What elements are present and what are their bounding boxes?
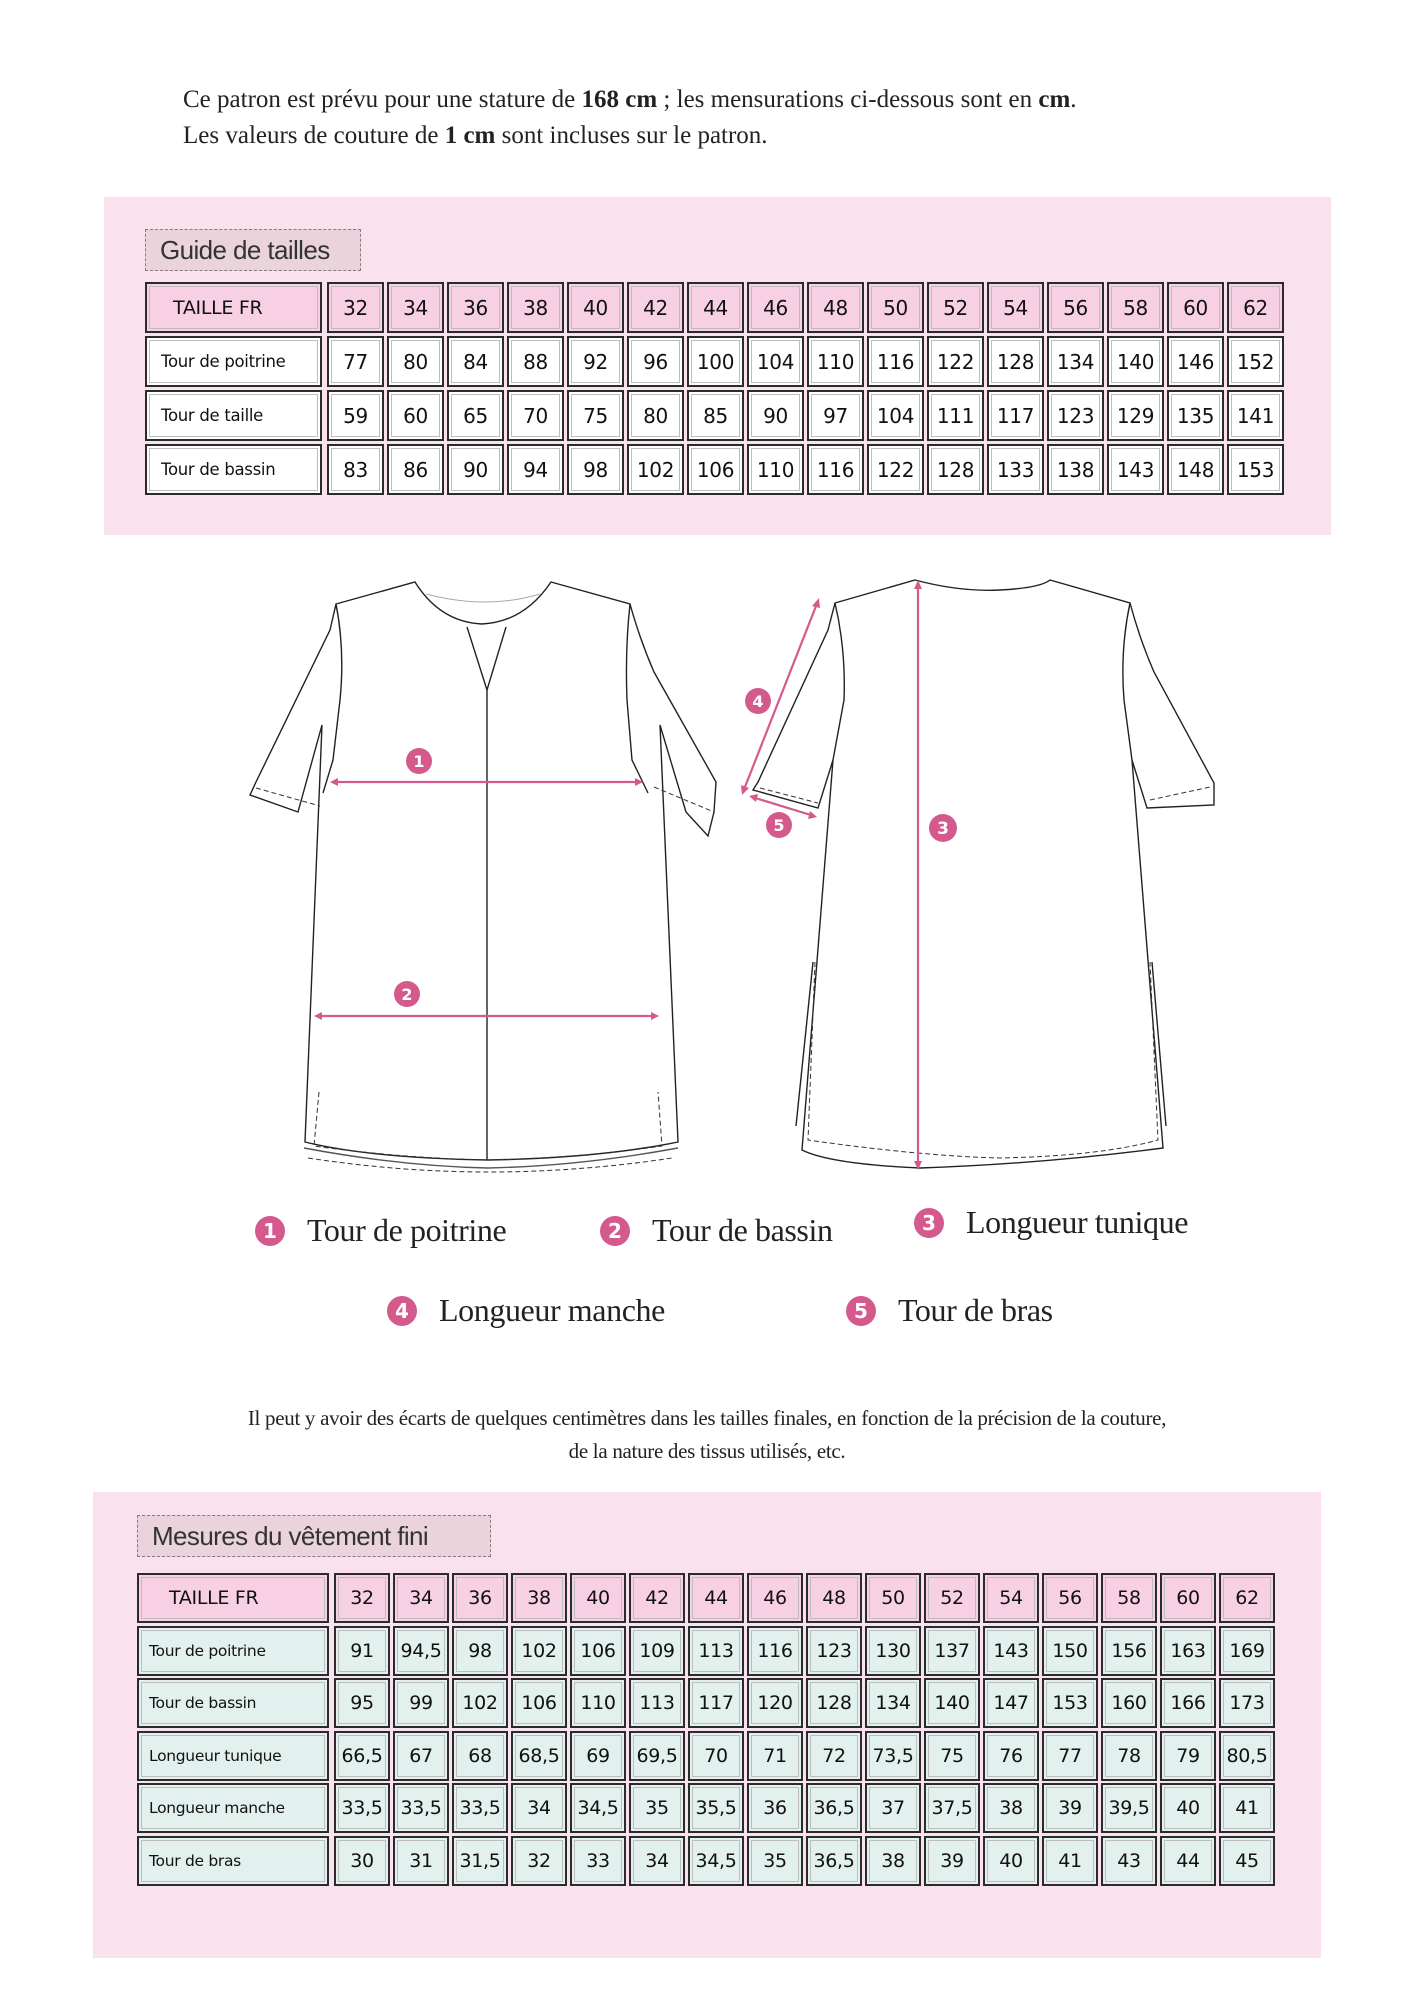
legend-item-4 xyxy=(387,1292,665,1329)
size-header-cell: 56 xyxy=(1047,282,1104,333)
size-header-cell: 42 xyxy=(627,282,684,333)
measure-3-length-arrow xyxy=(914,580,922,1170)
size-header-cell: 38 xyxy=(507,282,564,333)
value-cell: 67 xyxy=(393,1731,449,1781)
svg-text:1: 1 xyxy=(413,752,425,771)
value-cell: 90 xyxy=(747,390,804,441)
intro-line-2: Les valeurs de couture de 1 cm sont incluses sur le patron. xyxy=(183,122,768,149)
back-garment xyxy=(753,580,1214,1168)
svg-text:3: 3 xyxy=(937,819,949,839)
size-header-cell: 52 xyxy=(924,1573,980,1623)
value-cell: 44 xyxy=(1160,1836,1216,1886)
back-stitching xyxy=(760,787,1210,1158)
value-cell: 140 xyxy=(924,1678,980,1728)
number-4-icon: 4 xyxy=(387,1296,417,1326)
value-cell: 66,5 xyxy=(334,1731,390,1781)
value-cell: 41 xyxy=(1219,1783,1275,1833)
value-cell: 116 xyxy=(807,444,864,495)
value-cell: 69 xyxy=(570,1731,626,1781)
value-cell: 83 xyxy=(327,444,384,495)
value-cell: 35,5 xyxy=(688,1783,744,1833)
value-cell: 41 xyxy=(1042,1836,1098,1886)
size-header-cell: 38 xyxy=(511,1573,567,1623)
value-cell: 40 xyxy=(1160,1783,1216,1833)
value-cell: 84 xyxy=(447,336,504,387)
size-header-cell: 62 xyxy=(1227,282,1284,333)
value-cell: 110 xyxy=(747,444,804,495)
garment-diagram xyxy=(0,560,1414,1180)
size-header-cell: 42 xyxy=(629,1573,685,1623)
value-cell: 102 xyxy=(452,1678,508,1728)
value-cell: 33 xyxy=(570,1836,626,1886)
back-left-sleeve-seam xyxy=(833,603,844,760)
number-5-icon: 5 xyxy=(846,1296,876,1326)
value-cell: 35 xyxy=(747,1836,803,1886)
value-cell: 140 xyxy=(1107,336,1164,387)
value-cell: 39 xyxy=(1042,1783,1098,1833)
size-header-cell: 54 xyxy=(987,282,1044,333)
value-cell: 60 xyxy=(387,390,444,441)
size-header-cell: 54 xyxy=(983,1573,1039,1623)
row-label-cell: Tour de poitrine xyxy=(137,1626,329,1676)
size-header-cell: 32 xyxy=(327,282,384,333)
size-header-cell: 48 xyxy=(806,1573,862,1623)
value-cell: 36,5 xyxy=(806,1836,862,1886)
size-header-cell: 58 xyxy=(1101,1573,1157,1623)
value-cell: 102 xyxy=(627,444,684,495)
table-header-row xyxy=(145,282,1287,333)
value-cell: 34 xyxy=(511,1783,567,1833)
value-cell: 95 xyxy=(334,1678,390,1728)
size-header-cell: 60 xyxy=(1167,282,1224,333)
value-cell: 31,5 xyxy=(452,1836,508,1886)
value-cell: 117 xyxy=(688,1678,744,1728)
value-cell: 163 xyxy=(1160,1626,1216,1676)
value-cell: 110 xyxy=(807,336,864,387)
disclaimer-line-2: de la nature des tissus utilisés, etc. xyxy=(568,1439,846,1463)
value-cell: 36 xyxy=(747,1783,803,1833)
value-cell: 37,5 xyxy=(924,1783,980,1833)
table-row xyxy=(137,1783,1278,1833)
disclaimer-note xyxy=(0,1402,1414,1468)
value-cell: 38 xyxy=(983,1783,1039,1833)
value-cell: 102 xyxy=(511,1626,567,1676)
front-garment xyxy=(250,582,716,1168)
header-label-cell: TAILLE FR xyxy=(137,1573,329,1623)
table-row xyxy=(145,390,1287,441)
value-cell: 90 xyxy=(447,444,504,495)
front-stitching xyxy=(256,787,714,1172)
row-label-cell: Tour de taille xyxy=(145,390,322,441)
value-cell: 72 xyxy=(806,1731,862,1781)
value-cell: 113 xyxy=(629,1678,685,1728)
size-header-cell: 58 xyxy=(1107,282,1164,333)
value-cell: 70 xyxy=(688,1731,744,1781)
front-outline xyxy=(250,582,716,1160)
value-cell: 80 xyxy=(627,390,684,441)
value-cell: 110 xyxy=(570,1678,626,1728)
value-cell: 85 xyxy=(687,390,744,441)
value-cell: 156 xyxy=(1101,1626,1157,1676)
disclaimer-line-1: Il peut y avoir des écarts de quelques centimètres dans les tailles finales, en fonction de la précision de la couture, xyxy=(247,1406,1167,1430)
row-label-cell: Tour de poitrine xyxy=(145,336,322,387)
value-cell: 152 xyxy=(1227,336,1284,387)
value-cell: 130 xyxy=(865,1626,921,1676)
svg-text:4: 4 xyxy=(752,692,764,711)
value-cell: 123 xyxy=(806,1626,862,1676)
value-cell: 96 xyxy=(627,336,684,387)
value-cell: 34 xyxy=(629,1836,685,1886)
size-header-cell: 52 xyxy=(927,282,984,333)
table-row xyxy=(137,1626,1278,1676)
front-right-sleeve-seam xyxy=(626,604,648,793)
value-cell: 146 xyxy=(1167,336,1224,387)
svg-text:5: 5 xyxy=(773,816,785,835)
value-cell: 150 xyxy=(1042,1626,1098,1676)
value-cell: 147 xyxy=(983,1678,1039,1728)
value-cell: 122 xyxy=(867,444,924,495)
table-row xyxy=(137,1678,1278,1728)
value-cell: 38 xyxy=(865,1836,921,1886)
size-header-cell: 46 xyxy=(747,282,804,333)
size-header-cell: 44 xyxy=(687,282,744,333)
value-cell: 68 xyxy=(452,1731,508,1781)
value-cell: 39,5 xyxy=(1101,1783,1157,1833)
table-header-row xyxy=(137,1573,1278,1623)
value-cell: 33,5 xyxy=(334,1783,390,1833)
legend-item-3 xyxy=(914,1204,1188,1241)
row-label-cell: Tour de bassin xyxy=(145,444,322,495)
measure-3-badge xyxy=(929,814,957,842)
value-cell: 166 xyxy=(1160,1678,1216,1728)
value-cell: 70 xyxy=(507,390,564,441)
value-cell: 135 xyxy=(1167,390,1224,441)
row-label-cell: Tour de bras xyxy=(137,1836,329,1886)
value-cell: 77 xyxy=(327,336,384,387)
value-cell: 65 xyxy=(447,390,504,441)
stature-value: 168 cm xyxy=(581,86,658,113)
value-cell: 80,5 xyxy=(1219,1731,1275,1781)
value-cell: 128 xyxy=(927,444,984,495)
value-cell: 36,5 xyxy=(806,1783,862,1833)
legend-item-2 xyxy=(600,1212,833,1249)
value-cell: 100 xyxy=(687,336,744,387)
legend-label: Tour de poitrine xyxy=(307,1212,507,1248)
value-cell: 34,5 xyxy=(570,1783,626,1833)
value-cell: 94,5 xyxy=(393,1626,449,1676)
value-cell: 116 xyxy=(867,336,924,387)
legend-label: Tour de bassin xyxy=(652,1212,833,1248)
value-cell: 30 xyxy=(334,1836,390,1886)
value-cell: 39 xyxy=(924,1836,980,1886)
value-cell: 104 xyxy=(867,390,924,441)
table-row xyxy=(145,444,1287,495)
row-label-cell: Longueur tunique xyxy=(137,1731,329,1781)
table-row xyxy=(145,336,1287,387)
row-label-cell: Tour de bassin xyxy=(137,1678,329,1728)
value-cell: 116 xyxy=(747,1626,803,1676)
value-cell: 134 xyxy=(865,1678,921,1728)
value-cell: 138 xyxy=(1047,444,1104,495)
value-cell: 134 xyxy=(1047,336,1104,387)
value-cell: 99 xyxy=(393,1678,449,1728)
seam-allowance-value: 1 cm xyxy=(444,122,496,149)
legend-label: Longueur manche xyxy=(439,1292,665,1328)
value-cell: 123 xyxy=(1047,390,1104,441)
size-header-cell: 40 xyxy=(570,1573,626,1623)
value-cell: 34,5 xyxy=(688,1836,744,1886)
value-cell: 79 xyxy=(1160,1731,1216,1781)
value-cell: 75 xyxy=(567,390,624,441)
finished-measurements-title: Mesures du vêtement fini xyxy=(137,1515,491,1557)
intro-text xyxy=(183,82,1077,154)
value-cell: 32 xyxy=(511,1836,567,1886)
number-2-icon: 2 xyxy=(600,1216,630,1246)
value-cell: 75 xyxy=(924,1731,980,1781)
value-cell: 109 xyxy=(629,1626,685,1676)
size-guide-title: Guide de tailles xyxy=(145,229,361,271)
value-cell: 106 xyxy=(511,1678,567,1728)
back-outline xyxy=(753,580,1214,1168)
value-cell: 120 xyxy=(747,1678,803,1728)
value-cell: 122 xyxy=(927,336,984,387)
intro-line-1: Ce patron est prévu pour une stature de 168 cm ; les mensurations ci-dessous sont en cm. xyxy=(183,86,1077,113)
value-cell: 73,5 xyxy=(865,1731,921,1781)
value-cell: 33,5 xyxy=(393,1783,449,1833)
value-cell: 153 xyxy=(1227,444,1284,495)
value-cell: 92 xyxy=(567,336,624,387)
value-cell: 106 xyxy=(570,1626,626,1676)
value-cell: 153 xyxy=(1042,1678,1098,1728)
value-cell: 137 xyxy=(924,1626,980,1676)
value-cell: 128 xyxy=(806,1678,862,1728)
size-header-cell: 44 xyxy=(688,1573,744,1623)
value-cell: 77 xyxy=(1042,1731,1098,1781)
value-cell: 173 xyxy=(1219,1678,1275,1728)
size-header-cell: 36 xyxy=(452,1573,508,1623)
measure-5-badge xyxy=(766,812,792,838)
size-header-cell: 34 xyxy=(387,282,444,333)
legend-item-1 xyxy=(255,1212,506,1249)
value-cell: 169 xyxy=(1219,1626,1275,1676)
value-cell: 80 xyxy=(387,336,444,387)
size-header-cell: 60 xyxy=(1160,1573,1216,1623)
size-header-cell: 50 xyxy=(867,282,924,333)
size-header-cell: 56 xyxy=(1042,1573,1098,1623)
value-cell: 86 xyxy=(387,444,444,495)
legend-label: Longueur tunique xyxy=(966,1204,1188,1240)
value-cell: 31 xyxy=(393,1836,449,1886)
table-row xyxy=(137,1836,1278,1886)
row-label-cell: Longueur manche xyxy=(137,1783,329,1833)
value-cell: 133 xyxy=(987,444,1044,495)
size-header-cell: 48 xyxy=(807,282,864,333)
size-header-cell: 40 xyxy=(567,282,624,333)
back-right-sleeve-seam xyxy=(1123,603,1132,760)
legend-item-5 xyxy=(846,1292,1053,1329)
front-left-sleeve-seam xyxy=(323,604,342,793)
value-cell: 94 xyxy=(507,444,564,495)
size-header-cell: 46 xyxy=(747,1573,803,1623)
value-cell: 111 xyxy=(927,390,984,441)
number-3-icon: 3 xyxy=(914,1208,944,1238)
size-header-cell: 62 xyxy=(1219,1573,1275,1623)
table-row xyxy=(137,1731,1278,1781)
front-neck-facing xyxy=(426,594,540,602)
value-cell: 160 xyxy=(1101,1678,1157,1728)
size-header-cell: 50 xyxy=(865,1573,921,1623)
front-neck-slit xyxy=(467,627,506,690)
value-cell: 97 xyxy=(807,390,864,441)
value-cell: 68,5 xyxy=(511,1731,567,1781)
value-cell: 45 xyxy=(1219,1836,1275,1886)
size-header-cell: 34 xyxy=(393,1573,449,1623)
value-cell: 91 xyxy=(334,1626,390,1676)
value-cell: 76 xyxy=(983,1731,1039,1781)
value-cell: 141 xyxy=(1227,390,1284,441)
number-1-icon: 1 xyxy=(255,1216,285,1246)
svg-text:2: 2 xyxy=(401,985,413,1004)
size-header-cell: 36 xyxy=(447,282,504,333)
header-label-cell: TAILLE FR xyxy=(145,282,322,333)
value-cell: 148 xyxy=(1167,444,1224,495)
value-cell: 129 xyxy=(1107,390,1164,441)
value-cell: 143 xyxy=(1107,444,1164,495)
value-cell: 37 xyxy=(865,1783,921,1833)
value-cell: 33,5 xyxy=(452,1783,508,1833)
measure-2-badge xyxy=(394,981,420,1007)
value-cell: 71 xyxy=(747,1731,803,1781)
value-cell: 104 xyxy=(747,336,804,387)
value-cell: 78 xyxy=(1101,1731,1157,1781)
value-cell: 43 xyxy=(1101,1836,1157,1886)
value-cell: 128 xyxy=(987,336,1044,387)
value-cell: 98 xyxy=(452,1626,508,1676)
value-cell: 69,5 xyxy=(629,1731,685,1781)
value-cell: 98 xyxy=(567,444,624,495)
legend-label: Tour de bras xyxy=(898,1292,1053,1328)
value-cell: 35 xyxy=(629,1783,685,1833)
value-cell: 59 xyxy=(327,390,384,441)
value-cell: 88 xyxy=(507,336,564,387)
value-cell: 143 xyxy=(983,1626,1039,1676)
size-header-cell: 32 xyxy=(334,1573,390,1623)
value-cell: 113 xyxy=(688,1626,744,1676)
measure-4-badge xyxy=(745,688,771,714)
value-cell: 40 xyxy=(983,1836,1039,1886)
value-cell: 117 xyxy=(987,390,1044,441)
unit-value: cm xyxy=(1038,86,1071,113)
measure-1-badge xyxy=(406,748,432,774)
value-cell: 106 xyxy=(687,444,744,495)
